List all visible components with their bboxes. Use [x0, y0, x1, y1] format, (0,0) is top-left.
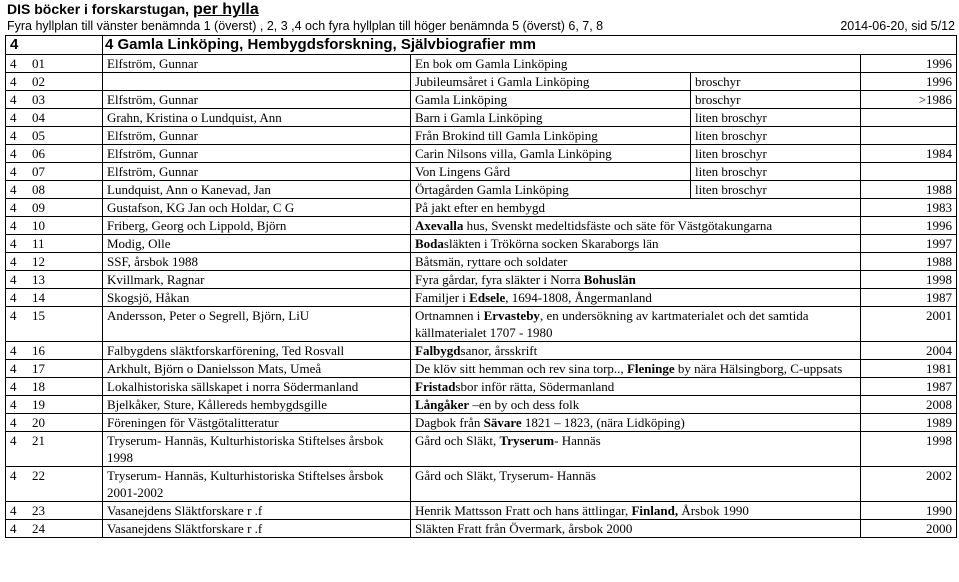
author-cell: Föreningen för Västgötalitteratur [103, 414, 411, 432]
section-heading: 4 Gamla Linköping, Hembygdsforskning, Självbiografier mm [103, 36, 957, 55]
shelf: 4 [10, 146, 17, 161]
shelf-number-cell [6, 91, 103, 109]
author-cell: Elfström, Gunnar [103, 145, 411, 163]
title-pre: Båtsmän, ryttare och soldater [415, 254, 568, 269]
shelf-number-cell [6, 467, 103, 502]
book-number: 14 [32, 290, 45, 305]
book-number: 19 [32, 397, 45, 412]
shelf: 4 [10, 308, 17, 323]
type-cell: liten broschyr [691, 163, 861, 181]
author-cell: Tryserum- Hannäs, Kulturhistoriska Stiftelses årsbok 1998 [103, 432, 411, 467]
title-per-hylla: per hylla [192, 1, 259, 18]
table-row [6, 163, 957, 181]
title-cell [411, 502, 861, 520]
title-pre: Carin Nilsons villa, Gamla Linköping [415, 146, 612, 161]
title-bold: Finland, [631, 503, 679, 518]
author-cell: Falbygdens släktforskarförening, Ted Rosvall [103, 342, 411, 360]
title-post: , 1694-1808, Ångermanland [505, 290, 652, 305]
author-cell: Kvillmark, Ragnar [103, 271, 411, 289]
title-post: släkten i Trökörna socken Skaraborgs län [443, 236, 659, 251]
table-row [6, 289, 957, 307]
year-cell: 1996 [861, 73, 957, 91]
shelf-number-cell [6, 289, 103, 307]
type-cell: broschyr [691, 91, 861, 109]
title-bold: Tryserum [499, 433, 555, 448]
year-cell: >1986 [861, 91, 957, 109]
book-number: 01 [32, 56, 45, 71]
shelf: 4 [10, 343, 17, 358]
title-bold: Falbygd [415, 343, 461, 358]
year-cell: 1998 [861, 271, 957, 289]
table-row [6, 307, 957, 342]
title-pre: Örtagården Gamla Linköping [415, 182, 569, 197]
shelf: 4 [10, 92, 17, 107]
shelf-number-cell [6, 163, 103, 181]
book-number: 06 [32, 146, 45, 161]
title-cell [411, 217, 861, 235]
title-bold: Långåker [415, 397, 470, 412]
author-cell: SSF, årsbok 1988 [103, 253, 411, 271]
shelf-description: Fyra hyllplan till vänster benämnda 1 (överst) , 2, 3 ,4 och fyra hyllplan till höger benämnda 5 (överst) 6, 7, 8 [7, 19, 604, 33]
author-cell: Andersson, Peter o Segrell, Björn, LiU [103, 307, 411, 342]
title-cell [411, 360, 861, 378]
year-cell: 1981 [861, 360, 957, 378]
author-cell: Skogsjö, Håkan [103, 289, 411, 307]
book-number: 12 [32, 254, 45, 269]
shelf: 4 [10, 74, 17, 89]
shelf: 4 [10, 433, 17, 448]
book-number: 16 [32, 343, 45, 358]
title-bold: Sävare [483, 415, 522, 430]
title-post: 1821 – 1823, (nära Lidköping) [521, 415, 685, 430]
title-post: sanor, årsskrift [460, 343, 538, 358]
shelf-number-cell [6, 360, 103, 378]
year-cell [861, 109, 957, 127]
title-pre: Familjer i [415, 290, 470, 305]
year-cell [861, 163, 957, 181]
page-title [7, 1, 955, 18]
title-pre: Gamla Linköping [415, 92, 508, 107]
author-cell: Tryserum- Hannäs, Kulturhistoriska Stiftelses årsbok 2001-2002 [103, 467, 411, 502]
shelf: 4 [10, 254, 17, 269]
table-row [6, 271, 957, 289]
author-cell: Elfström, Gunnar [103, 91, 411, 109]
title-cell [411, 520, 861, 538]
book-number: 07 [32, 164, 45, 179]
type-cell: liten broschyr [691, 127, 861, 145]
shelf: 4 [10, 218, 17, 233]
type-cell: liten broschyr [691, 145, 861, 163]
book-number: 18 [32, 379, 45, 394]
shelf-number-cell [6, 253, 103, 271]
title-cell [411, 55, 861, 73]
shelf-number-cell [6, 342, 103, 360]
shelf: 4 [10, 236, 17, 251]
title-cell [411, 127, 691, 145]
author-cell: Friberg, Georg och Lippold, Björn [103, 217, 411, 235]
title-pre: Ortnamnen i [415, 308, 484, 323]
author-cell: Elfström, Gunnar [103, 55, 411, 73]
book-number: 11 [32, 236, 45, 251]
title-cell [411, 73, 691, 91]
title-post: - Hannäs [554, 433, 601, 448]
author-cell: Bjelkåker, Sture, Kållereds hembygdsgille [103, 396, 411, 414]
title-pre: Fyra gårdar, fyra släkter i Norra [415, 272, 584, 287]
title-cell [411, 289, 861, 307]
author-cell: Arkhult, Björn o Danielsson Mats, Umeå [103, 360, 411, 378]
shelf: 4 [10, 110, 17, 125]
table-row [6, 145, 957, 163]
book-number: 23 [32, 503, 45, 518]
book-number: 20 [32, 415, 45, 430]
book-number: 24 [32, 521, 45, 536]
table-row [6, 253, 957, 271]
title-text: DIS böcker i forskarstugan, [7, 1, 193, 17]
table-row [6, 91, 957, 109]
book-number: 22 [32, 468, 45, 483]
year-cell: 2004 [861, 342, 957, 360]
shelf: 4 [10, 361, 17, 376]
author-cell: Vasanejdens Släktforskare r .f [103, 502, 411, 520]
title-cell [411, 109, 691, 127]
page-subtitle [7, 18, 955, 34]
shelf-number-cell [6, 55, 103, 73]
shelf: 4 [10, 272, 17, 287]
title-cell [411, 199, 861, 217]
shelf: 4 [10, 56, 17, 71]
title-pre: Dagbok från [415, 415, 484, 430]
title-post: –en by och dess folk [469, 397, 580, 412]
year-cell: 1990 [861, 502, 957, 520]
shelf-number-cell [6, 127, 103, 145]
title-pre: Gård och Släkt, [415, 433, 500, 448]
title-post: Årsbok 1990 [678, 503, 749, 518]
title-cell [411, 307, 861, 342]
shelf: 4 [10, 128, 17, 143]
shelf-number-cell [6, 109, 103, 127]
title-pre: Gård och Släkt, Tryserum- Hannäs [415, 468, 596, 483]
table-row [6, 235, 957, 253]
table-row [6, 378, 957, 396]
section-header-row [6, 36, 957, 55]
title-cell [411, 432, 861, 467]
section-shelf: 4 [6, 36, 103, 55]
title-bold: Boda [415, 236, 444, 251]
year-cell: 1983 [861, 199, 957, 217]
table-row [6, 520, 957, 538]
table-row [6, 432, 957, 467]
author-cell: Elfström, Gunnar [103, 163, 411, 181]
book-number: 02 [32, 74, 45, 89]
table-row [6, 396, 957, 414]
year-cell: 1996 [861, 55, 957, 73]
title-bold: Axevalla [415, 218, 464, 233]
title-cell [411, 414, 861, 432]
title-pre: Von Lingens Gård [415, 164, 511, 179]
book-number: 21 [32, 433, 45, 448]
title-pre: Från Brokind till Gamla Linköping [415, 128, 598, 143]
title-post: by nära Hälsingborg, C-uppsats [674, 361, 843, 376]
year-cell: 1988 [861, 253, 957, 271]
title-cell [411, 163, 691, 181]
shelf-number-cell [6, 217, 103, 235]
book-number: 04 [32, 110, 45, 125]
title-cell [411, 378, 861, 396]
author-cell: Modig, Olle [103, 235, 411, 253]
year-cell: 1984 [861, 145, 957, 163]
shelf: 4 [10, 468, 17, 483]
shelf-number-cell [6, 396, 103, 414]
table-row [6, 109, 957, 127]
title-cell [411, 271, 861, 289]
author-cell [103, 73, 411, 91]
shelf-number-cell [6, 307, 103, 342]
year-cell [861, 127, 957, 145]
shelf-number-cell [6, 520, 103, 538]
title-pre: En bok om Gamla Linköping [415, 56, 568, 71]
author-cell: Gustafson, KG Jan och Holdar, C G [103, 199, 411, 217]
table-row [6, 342, 957, 360]
year-cell: 1987 [861, 378, 957, 396]
table-row [6, 467, 957, 502]
author-cell: Vasanejdens Släktforskare r .f [103, 520, 411, 538]
title-pre: Jubileumsåret i Gamla Linköping [415, 74, 590, 89]
shelf: 4 [10, 164, 17, 179]
shelf-number-cell [6, 73, 103, 91]
shelf: 4 [10, 290, 17, 305]
book-number: 08 [32, 182, 45, 197]
title-pre: På jakt efter en hembygd [415, 200, 545, 215]
year-cell: 1988 [861, 181, 957, 199]
shelf-number-cell [6, 271, 103, 289]
shelf-number-cell [6, 199, 103, 217]
year-cell: 2001 [861, 307, 957, 342]
year-cell: 1997 [861, 235, 957, 253]
shelf-number-cell [6, 414, 103, 432]
author-cell: Grahn, Kristina o Lundquist, Ann [103, 109, 411, 127]
type-cell: liten broschyr [691, 109, 861, 127]
table-row [6, 181, 957, 199]
table-row [6, 55, 957, 73]
title-cell [411, 467, 861, 502]
date-page-number: 2014-06-20, sid 5/12 [840, 19, 955, 33]
title-bold: Ervasteby [483, 308, 540, 323]
title-bold: Bohuslän [583, 272, 636, 287]
shelf-number-cell [6, 432, 103, 467]
shelf: 4 [10, 415, 17, 430]
table-row [6, 217, 957, 235]
shelf: 4 [10, 182, 17, 197]
shelf: 4 [10, 503, 17, 518]
table-row [6, 73, 957, 91]
title-bold: Edsele [469, 290, 506, 305]
title-cell [411, 235, 861, 253]
year-cell: 1989 [861, 414, 957, 432]
title-pre: Släkten Fratt från Övermark, årsbok 2000 [415, 521, 633, 536]
table-row [6, 414, 957, 432]
title-post: hus, Svenskt medeltidsfäste och säte för Västgötakungarna [463, 218, 773, 233]
title-post: , en undersökning av kartmaterialet och det samtida källmaterialet 1707 - 1980 [415, 308, 809, 340]
shelf-number-cell [6, 181, 103, 199]
title-cell [411, 396, 861, 414]
title-pre: Henrik Mattsson Fratt och hans ättlingar, [415, 503, 632, 518]
book-number: 10 [32, 218, 45, 233]
title-bold: Fleninge [626, 361, 675, 376]
shelf-number-cell [6, 145, 103, 163]
table-row [6, 360, 957, 378]
year-cell: 2000 [861, 520, 957, 538]
shelf-number-cell [6, 235, 103, 253]
type-cell: broschyr [691, 73, 861, 91]
year-cell: 2002 [861, 467, 957, 502]
title-cell [411, 181, 691, 199]
book-number: 03 [32, 92, 45, 107]
type-cell: liten broschyr [691, 181, 861, 199]
title-post: sbor inför rätta, Södermanland [455, 379, 615, 394]
year-cell: 1987 [861, 289, 957, 307]
shelf: 4 [10, 397, 17, 412]
year-cell: 1996 [861, 217, 957, 235]
table-row [6, 199, 957, 217]
title-cell [411, 253, 861, 271]
page-header [7, 0, 955, 34]
title-cell [411, 342, 861, 360]
book-number: 09 [32, 200, 45, 215]
author-cell: Elfström, Gunnar [103, 127, 411, 145]
title-bold: Fristad [415, 379, 456, 394]
table-row [6, 127, 957, 145]
book-number: 05 [32, 128, 45, 143]
title-pre: Barn i Gamla Linköping [415, 110, 543, 125]
year-cell: 1998 [861, 432, 957, 467]
author-cell: Lundquist, Ann o Kanevad, Jan [103, 181, 411, 199]
table-row [6, 502, 957, 520]
book-number: 13 [32, 272, 45, 287]
shelf-number-cell [6, 502, 103, 520]
shelf: 4 [10, 379, 17, 394]
title-pre: De klöv sitt hemman och rev sina torp.., [415, 361, 627, 376]
book-number: 17 [32, 361, 45, 376]
shelf: 4 [10, 200, 17, 215]
title-cell [411, 91, 691, 109]
author-cell: Lokalhistoriska sällskapet i norra Södermanland [103, 378, 411, 396]
book-number: 15 [32, 308, 45, 323]
book-table [5, 35, 957, 538]
title-cell [411, 145, 691, 163]
shelf: 4 [10, 521, 17, 536]
year-cell: 2008 [861, 396, 957, 414]
shelf-number-cell [6, 378, 103, 396]
